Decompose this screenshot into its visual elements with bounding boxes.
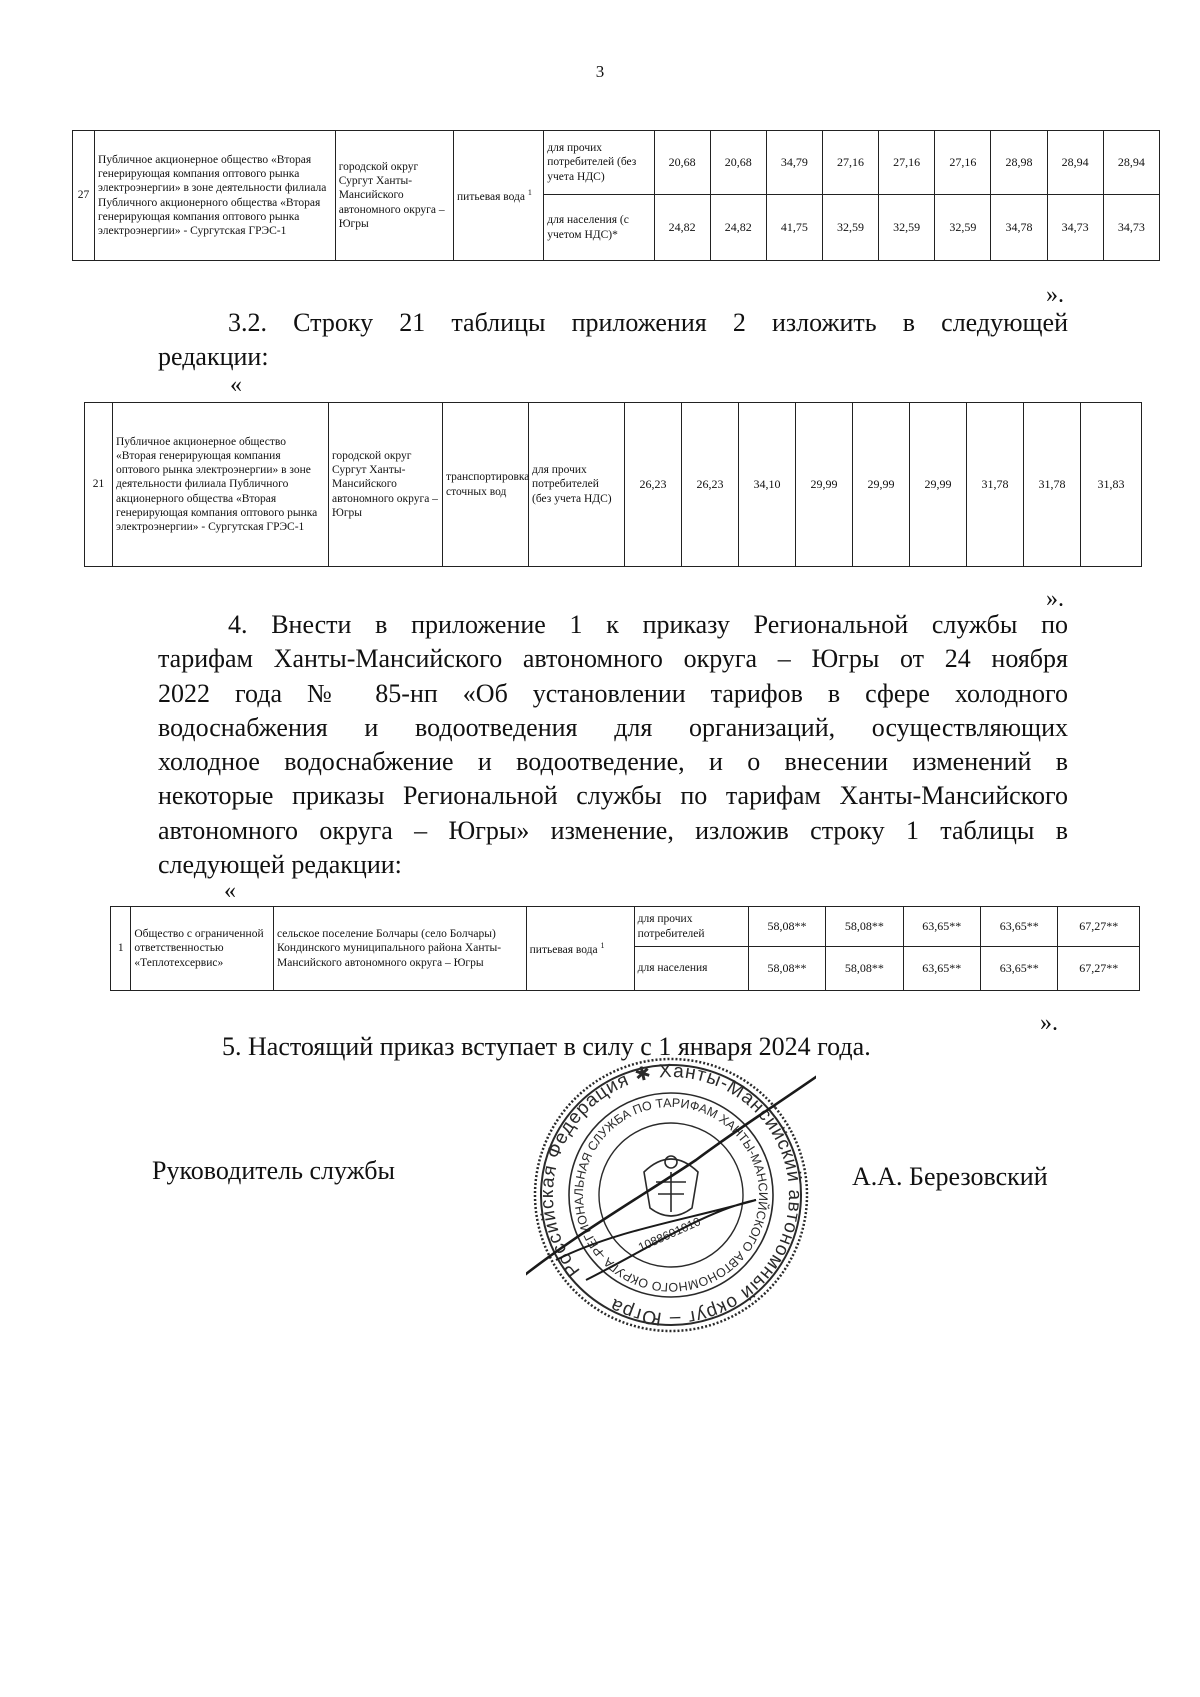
row-number-cell: 1	[111, 907, 131, 991]
open-quote: «	[224, 878, 236, 904]
tariff-value: 32,59	[879, 195, 935, 261]
tariff-value: 67,27**	[1058, 907, 1140, 947]
tariff-value: 34,73	[1047, 195, 1103, 261]
tariff-value: 32,59	[822, 195, 878, 261]
tariff-value: 41,75	[766, 195, 822, 261]
open-quote: «	[230, 372, 242, 398]
tariff-value: 34,10	[739, 403, 796, 567]
consumer-cell: для прочих потребителей (без учета НДС)	[529, 403, 625, 567]
paragraph-4-line: холодное водоснабжение и водоотведение, и о внесении изменений в	[158, 747, 1068, 777]
close-quote: ».	[1046, 586, 1064, 612]
row-number-cell: 27	[73, 131, 95, 261]
paragraph-4-line: 4. Внести в приложение 1 к приказу Региональной службы по	[228, 610, 1068, 639]
tariff-value: 27,16	[822, 131, 878, 195]
territory-cell: городской округ Сургут Ханты-Мансийского автономного округа – Югры	[335, 131, 453, 261]
service-label: питьевая вода	[529, 943, 598, 956]
paragraph-5: 5. Настоящий приказ вступает в силу с 1 января 2024 года.	[222, 1032, 871, 1061]
tariff-value: 31,78	[1024, 403, 1081, 567]
close-quote: ».	[1040, 1010, 1058, 1036]
tariff-value: 63,65**	[903, 947, 980, 991]
footnote-mark: 1	[600, 940, 605, 950]
territory-cell: сельское поселение Болчары (село Болчары) Кондинского муниципального района Ханты-Мансийского автономного округа – Югры	[274, 907, 527, 991]
tariff-table-row-27	[72, 130, 1160, 261]
tariff-table-row-21	[84, 402, 1142, 567]
footnote-mark: 1	[527, 187, 532, 197]
organization-cell: Публичное акционерное общество «Вторая генерирующая компания оптового рынка электроэнергии» в зоне деятельности филиала Публичного акционерного общества «Вторая генерирующая компания оптового рынка электроэнергии» - Сургутская ГРЭС-1	[95, 131, 336, 261]
tariff-value: 58,08**	[748, 947, 825, 991]
paragraph-4-line: тарифам Ханты-Мансийского автономного округа – Югры от 24 ноября	[158, 644, 1068, 674]
tariff-value: 31,83	[1081, 403, 1142, 567]
tariff-value: 58,08**	[748, 907, 825, 947]
tariff-value: 20,68	[654, 131, 710, 195]
tariff-value: 63,65**	[981, 907, 1058, 947]
tariff-value: 58,08**	[826, 907, 903, 947]
service-cell	[526, 907, 634, 991]
signature-position: Руководитель службы	[152, 1156, 395, 1185]
tariff-value: 28,98	[991, 131, 1047, 195]
territory-cell: городской округ Сургут Ханты-Мансийского автономного округа – Югры	[329, 403, 443, 567]
close-quote: ».	[1046, 282, 1064, 308]
service-label: питьевая вода	[457, 190, 525, 203]
paragraph-3-2-line-1: 3.2. Строку 21 таблицы приложения 2 изложить в следующей	[228, 308, 1068, 337]
consumer-cell: для населения (с учетом НДС)*	[544, 195, 654, 261]
seal-inner-text: РЕГИОНАЛЬНАЯ СЛУЖБА ПО ТАРИФАМ ХАНТЫ-МАНСИЙСКОГО АВТОНОМНОГО ОКРУГА –	[571, 1095, 771, 1295]
row-number-cell: 21	[85, 403, 113, 567]
seal-outer-text: Российская Федерация ✱ Ханты-Мансийский автономный округ – Югра	[536, 1060, 806, 1330]
paragraph-4-line: 2022 года № 85-нп «Об установлении тарифов в сфере холодного	[158, 678, 1068, 708]
tariff-value: 24,82	[710, 195, 766, 261]
tariff-value: 28,94	[1047, 131, 1103, 195]
tariff-value: 26,23	[682, 403, 739, 567]
tariff-value: 28,94	[1103, 131, 1159, 195]
tariff-value: 34,73	[1103, 195, 1159, 261]
organization-cell: Публичное акционерное общество «Вторая генерирующая компания оптового рынка электроэнергии» в зоне деятельности филиала Публичного акционерного общества «Вторая генерирующая компания оптового рынка электроэнергии» - Сургутская ГРЭС-1	[113, 403, 329, 567]
service-cell: транспортировка сточных вод	[443, 403, 529, 567]
paragraph-4-line: автономного округа – Югры» изменение, изложив строку 1 таблицы в	[158, 815, 1068, 845]
tariff-value: 63,65**	[981, 947, 1058, 991]
service-cell	[454, 131, 544, 261]
consumer-cell: для населения	[634, 947, 748, 991]
paragraph-4	[158, 608, 1068, 882]
page-number: 3	[595, 62, 605, 81]
seal-number: 1088601010	[636, 1214, 703, 1255]
tariff-value: 32,59	[935, 195, 991, 261]
tariff-value: 29,99	[853, 403, 910, 567]
tariff-value: 34,78	[991, 195, 1047, 261]
tariff-value: 63,65**	[903, 907, 980, 947]
consumer-cell: для прочих потребителей (без учета НДС)	[544, 131, 654, 195]
tariff-value: 27,16	[879, 131, 935, 195]
tariff-value: 67,27**	[1058, 947, 1140, 991]
tariff-value: 58,08**	[826, 947, 903, 991]
signatory-name: А.А. Березовский	[852, 1162, 1048, 1191]
tariff-value: 24,82	[654, 195, 710, 261]
paragraph-4-line: водоснабжения и водоотведения для организаций, осуществляющих	[158, 712, 1068, 742]
official-seal-icon	[526, 1050, 816, 1340]
tariff-value: 34,79	[766, 131, 822, 195]
paragraph-3-2-line-2: редакции:	[158, 342, 269, 371]
organization-cell: Общество с ограниченной ответственностью «Теплотехсервис»	[131, 907, 274, 991]
consumer-cell: для прочих потребителей	[634, 907, 748, 947]
tariff-value: 29,99	[910, 403, 967, 567]
tariff-value: 29,99	[796, 403, 853, 567]
tariff-table-row-1	[110, 906, 1140, 991]
tariff-value: 31,78	[967, 403, 1024, 567]
tariff-value: 20,68	[710, 131, 766, 195]
tariff-value: 27,16	[935, 131, 991, 195]
tariff-value: 26,23	[625, 403, 682, 567]
paragraph-4-line: следующей редакции:	[158, 850, 402, 880]
paragraph-4-line: некоторые приказы Региональной службы по тарифам Ханты-Мансийского	[158, 781, 1068, 811]
